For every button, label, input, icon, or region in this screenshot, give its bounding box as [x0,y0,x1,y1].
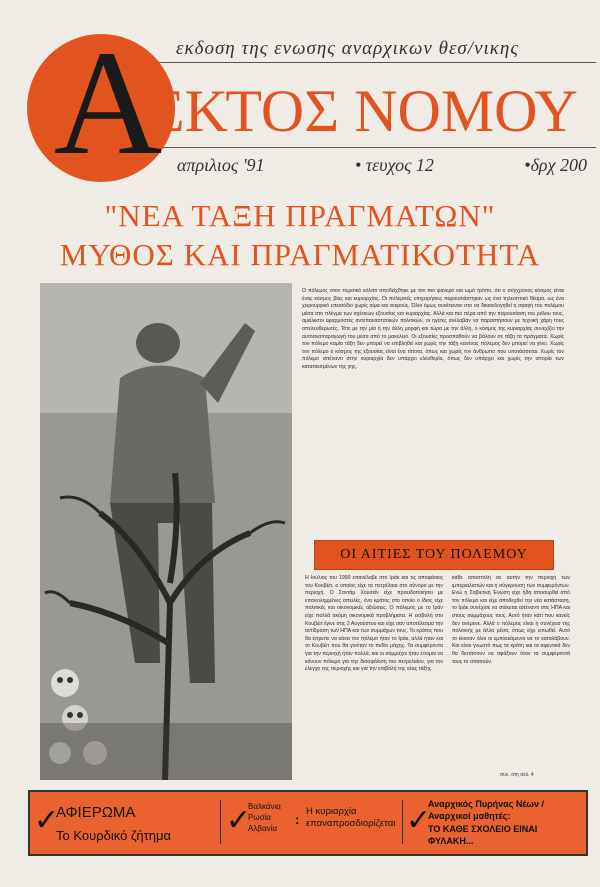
check-mark-icon: ✓ [34,803,60,838]
footer-divider [220,800,221,844]
section-header-box [314,540,554,570]
war-photo [40,283,292,780]
check-mark-icon: ✓ [406,803,432,838]
issue-info [177,155,587,176]
region-item: Βαλκάνια [248,802,281,811]
headline-line-1: "ΝΕΑ ΤΑΞΗ ΠΡΑΓΜΑΤΩΝ" [104,198,496,233]
section-title: ΟΙ ΑΙΤΙΕΣ ΤΟΥ ΠΟΛΕΜΟΥ [340,547,528,562]
feature-subtitle[interactable]: Το Κουρδικό ζήτημα [56,828,172,843]
issue-date: απριλιος '91 [177,155,265,175]
region-item: Ρωσία [248,813,271,822]
feature-subtitle-right[interactable]: ΤΟ ΚΑΘΕ ΣΧΟΛΕΙΟ ΕΙΝΑΙ ΦΥΛΑΚΗ... [428,824,538,846]
feature-headline-right[interactable]: Αναρχικός Πυρήνας Νέων / Αναρχικοί μαθητές: [428,799,545,821]
contents-strip [28,790,588,856]
feature-headline-mid[interactable]: Η κυριαρχία επαναπροσδιορίζεται [306,806,396,829]
masthead-title: ΕΚΤΟΣ ΝΟΜΟΥ [148,78,578,144]
region-list [248,801,281,834]
colon-mark: : [295,812,300,827]
check-mark-icon: ✓ [226,803,252,838]
feature-title[interactable]: ΑΦΙΕΡΩΜΑ [56,804,136,821]
issue-price: •δρχ 200 [524,155,587,175]
continued-note: συν. στη σελ. 4 [500,772,534,778]
headline-line-2: ΜΥΘΟΣ ΚΑΙ ΠΡΑΓΜΑΤΙΚΟΤΗΤΑ [59,237,541,272]
region-item: Αλβανία [248,824,277,833]
issue-number: • τευχος 12 [354,155,434,175]
logo-letter: Α [53,20,163,186]
publisher-tagline: εκδοση της ενωσης αναρχικων θεσ/νικης [176,38,520,59]
article-column-2: κάθε αποστολή σε αυτήν την περιοχή των ιμπεριαλιστών και η σύγκρουση των συμφερόντων. Ενώ η Σοβιετική Ένωση είχε ήδη αποσυρθεί από τον πόλεμο και είχε αποδεχθεί την νέα κατάσταση, το Ιράκ συνέχισε να στέκεται απέναντι στις ΗΠΑ και στους συμμάχους τους. Αυτό ήταν κάτι που κανείς δεν ανέμενε. Αλλά ο πόλεμος είναι η συνέχεια της πολιτικής με άλλα μέσα, όπως είχε ειπωθεί. Αυτό το έκαναν όλοι οι εμπλεκόμενοι να το καταλάβουν. Και είναι γνωστό πως τα κράτη και τα αφεντικά δεν θα διστάσουν να σφάξουν όταν τα συμφέροντά τους το απαιτούν. [452,575,570,665]
intro-article: Ο πόλεμος στον περσικό κόλπο αποδείχθηκε με τον πιο φανερό και ωμό τρόπο, ότι ο σύγχρονος κόσμος είναι ένας κόσμος βίας και κυριαρχίας. Οι πολεμικές επιχειρήσεις παρουσιάστηκαν ως ένα τηλεοπτικό θέαμα, ως ένα χειρουργικό επεισόδιο χωρίς αίμα και νεκρούς. Όλοι όμως συνέτειναν στο να δικαιολογηθεί η σφαγή του πολέμου μέσα στο πλέγμα των σχέσεων εξουσίας και κυριαρχίας. Αλλά και πιο πέρα από την παρουσίαση του ρόλου τους, αμείλικτοι εφαρμοστές αντεπαναστατικών πολιτικών, οι ηγέτες ανέλαβαν να παραστήσουν με τεχνική χάρη τους απελευθερωτές. Τότε με την μία ή την άλλη μορφή και τώρα με την άλλη, ο κόσμος της κυριαρχίας συνεχίζει την αυτοαναπαραγωγή του μέσα από το μακελειό. Οι εξουσίες προσπαθούν να βάλουν σε τάξη τα πράγματα. Χωρίς τον πόλεμο καμία τάξη δεν μπορεί να επιβληθεί και χωρίς την τάξη κανένας πόλεμος δεν μπορεί να γίνει. Χωρίς τον πόλεμο ο κόσμος της εξουσίας είναι ένα τίποτα, όπως και χωρίς τον άνθρωπο που υποτάσσεται. Χωρίς τον πόλεμο απέναντι στην κυριαρχία δεν υπάρχει ελευθερία, όπως δεν υπάρχει και χωρίς την ιστορία των καταπιεσμένων της γης. [302,288,564,370]
article-column-1: Η Ιούλιος του 1990 επανέλαβε στο Ιράκ και τις αποφάσεις του Κουβέιτ, ο οποίος είχε τα πετρέλαια στο σύνορο με την περιοχή. Ο Σαντάμ Χουσεΐν είχε προειδοποιήσει με επανειλημμένες απειλές, ένα κράτος στο οποίο ο ίδιος είχε πολιτικές και οικονομικές αξιώσεις. Ο πόλεμος με το Ιράν είχε πολλά ακόμη οικονομικά προβλήματα. Η εισβολή στο Κουβέιτ έγινε στις 2 Αυγούστου και είχε σαν αποτέλεσμα την αντίδραση των ΗΠΑ και των συμμάχων τους. Το κράτος που θα έπρεπε να κάνει τον πόλεμο ήταν το Ιράκ, αλλά ήταν και το Κουβέιτ που θα γινόταν το πεδίο μάχης. Τα συμφέροντα για την περιοχή ήταν πολλά, και οι σύμμαχοι ήταν έτοιμοι να κάνουν πόλεμο για την διασφάλιση του πετρελαίου, για τον έλεγχο της περιοχής και για την επιβολή της νέας τάξης. [305,575,443,673]
footer-divider [402,800,403,844]
